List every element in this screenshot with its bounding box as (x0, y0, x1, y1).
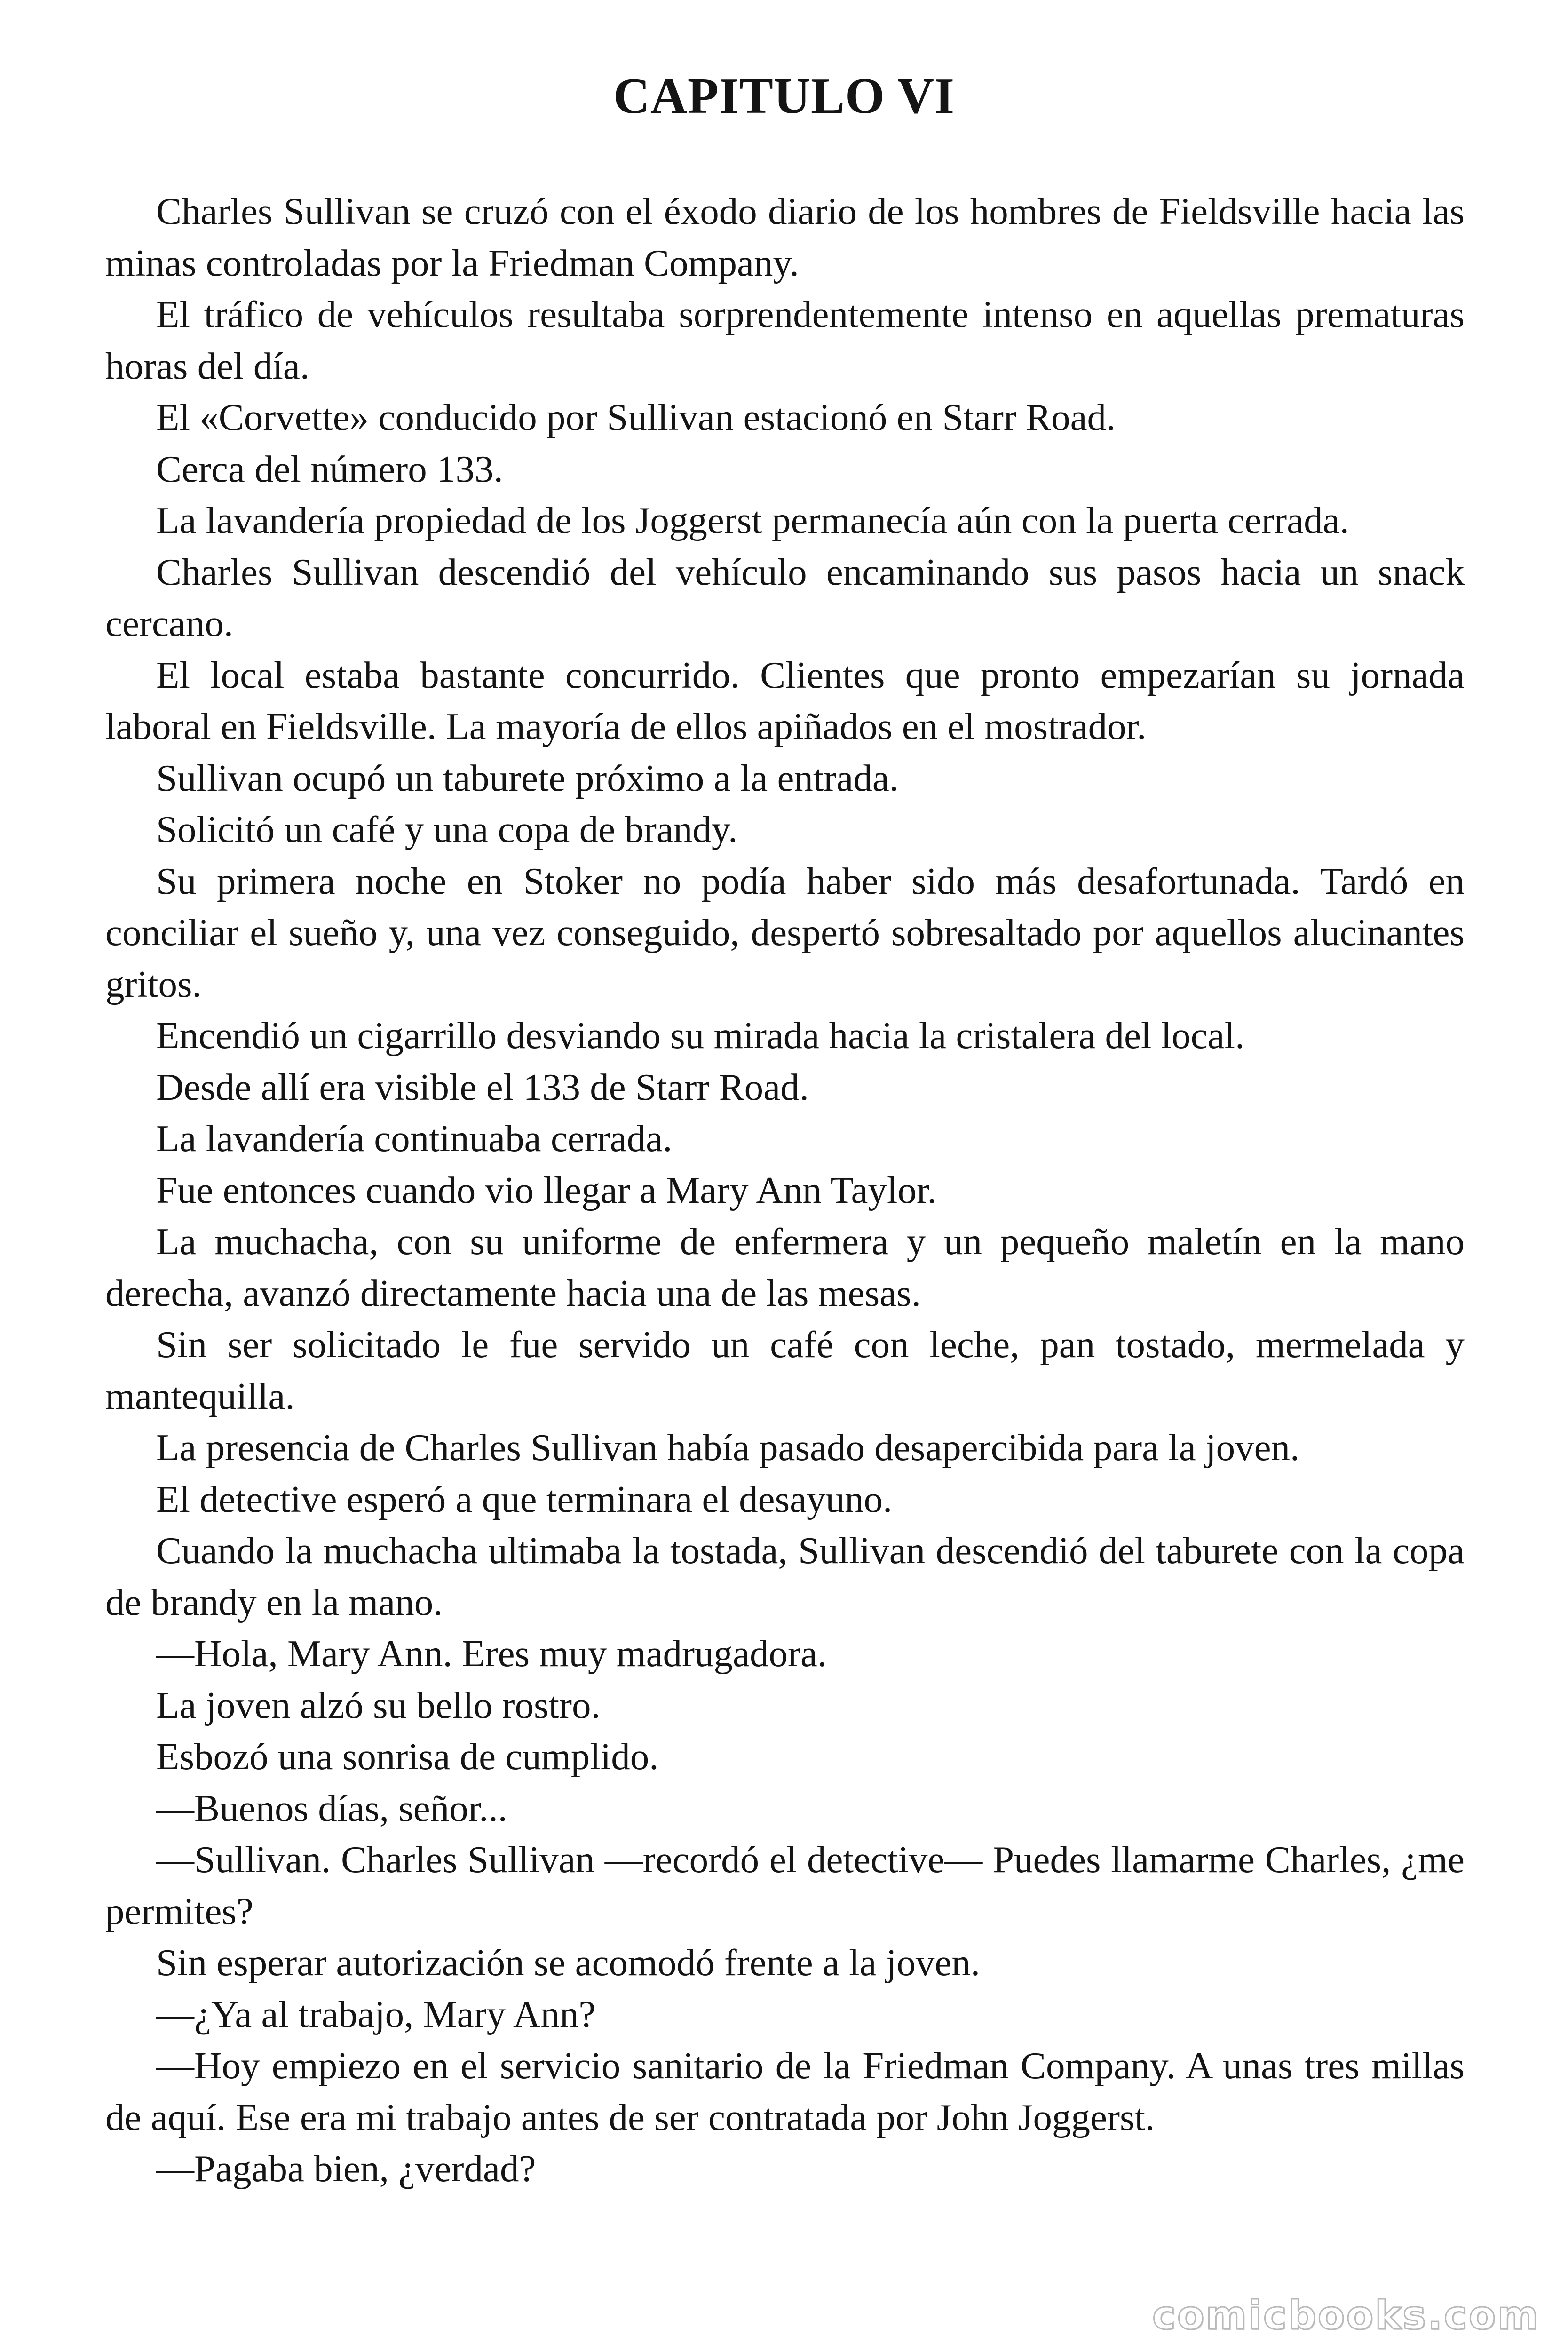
paragraph: Sin esperar autorización se acomodó frente a la joven. (156, 1941, 981, 1984)
paragraph: La lavandería continuaba cerrada. (156, 1117, 673, 1160)
paragraph: Solicitó un café y una copa de brandy. (156, 808, 738, 850)
dialogue-line: —¿Ya al trabajo, Mary Ann? (156, 1993, 596, 2035)
watermark-logo: comicbooks.com (1152, 2292, 1540, 2338)
paragraph: La lavandería propiedad de los Joggerst permanecía aún con la puerta cerrada. (156, 499, 1349, 541)
dialogue-line: —Hoy empiezo en el servicio sanitario de la Friedman Company. A unas tres millas de aquí. Ese era mi trabajo antes de ser contratada por John Joggerst. (105, 2044, 1465, 2138)
paragraph: El tráfico de vehículos resultaba sorprendentemente intenso en aquellas prematuras horas del día. (105, 293, 1465, 387)
dialogue-line: —Sullivan. Charles Sullivan —recordó el detective— Puedes llamarme Charles, ¿me permites? (105, 1838, 1465, 1932)
dialogue-line: —Buenos días, señor... (156, 1787, 507, 1829)
paragraph: Fue entonces cuando vio llegar a Mary Ann Taylor. (156, 1168, 937, 1211)
paragraph: Charles Sullivan descendió del vehículo encaminando sus pasos hacia un snack cercano. (105, 550, 1465, 644)
dialogue-line: —Pagaba bien, ¿verdad? (156, 2147, 536, 2190)
paragraph: Cuando la muchacha ultimaba la tostada, Sullivan descendió del taburete con la copa de brandy en la mano. (105, 1529, 1465, 1623)
paragraph: La muchacha, con su uniforme de enfermera y un pequeño maletín en la mano derecha, avanzó directamente hacia una de las mesas. (105, 1220, 1465, 1314)
paragraph: El local estaba bastante concurrido. Clientes que pronto empezarían su jornada laboral en Fieldsville. La mayoría de ellos apiñados en el mostrador. (105, 653, 1465, 747)
paragraph: La joven alzó su bello rostro. (156, 1684, 601, 1726)
paragraph: El «Corvette» conducido por Sullivan estacionó en Starr Road. (156, 396, 1116, 438)
paragraph: Sullivan ocupó un taburete próximo a la entrada. (156, 756, 899, 799)
paragraph: Sin ser solicitado le fue servido un café con leche, pan tostado, mermelada y mantequilla. (105, 1323, 1465, 1417)
paragraph: Cerca del número 133. (156, 447, 503, 490)
dialogue-line: —Hola, Mary Ann. Eres muy madrugadora. (156, 1632, 827, 1675)
paragraph: Charles Sullivan se cruzó con el éxodo diario de los hombres de Fieldsville hacia las minas controladas por la Friedman Company. (105, 190, 1465, 284)
paragraph: Desde allí era visible el 133 de Starr Road. (156, 1065, 809, 1108)
chapter-title: CAPITULO VI (613, 68, 955, 124)
paragraph: La presencia de Charles Sullivan había pasado desapercibida para la joven. (156, 1426, 1300, 1469)
paragraph: Su primera noche en Stoker no podía haber sido más desafortunada. Tardó en conciliar el sueño y, una vez conseguido, despertó sobresaltado por aquellos alucinantes gritos. (105, 859, 1465, 1005)
chapter-text (105, 186, 1465, 2195)
paragraph: Esbozó una sonrisa de cumplido. (156, 1735, 659, 1778)
paragraph: El detective esperó a que terminara el desayuno. (156, 1478, 893, 1520)
paragraph: Encendió un cigarrillo desviando su mirada hacia la cristalera del local. (156, 1014, 1245, 1057)
